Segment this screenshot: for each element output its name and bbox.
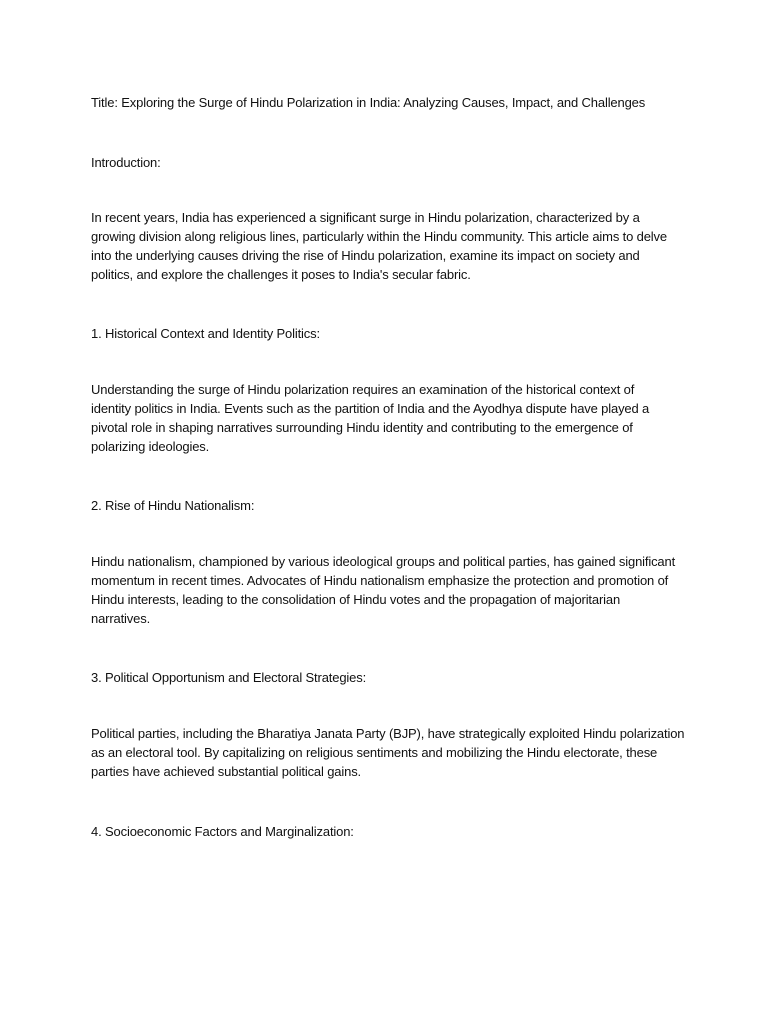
- paragraph-line: parties have achieved substantial political gains.: [91, 764, 362, 779]
- paragraph-line: Political parties, including the Bharatiya Janata Party (BJP), have strategically exploited Hindu polarization: [91, 726, 685, 741]
- paragraph-line: politics, and explore the challenges it poses to India's secular fabric.: [91, 267, 471, 282]
- paragraph-line: momentum in recent times. Advocates of Hindu nationalism emphasize the protection and promotion of: [91, 573, 669, 588]
- introduction-heading: Introduction:: [91, 155, 161, 170]
- document-title: Title: Exploring the Surge of Hindu Polarization in India: Analyzing Causes, Impact, and Challenges: [91, 95, 646, 110]
- paragraph-line: In recent years, India has experienced a significant surge in Hindu polarization, characterized by a: [91, 210, 640, 225]
- section-paragraph-1: [91, 380, 691, 456]
- section-heading-3: 3. Political Opportunism and Electoral Strategies:: [91, 670, 367, 685]
- paragraph-line: narratives.: [91, 611, 151, 626]
- section-paragraph-3: [91, 724, 691, 781]
- paragraph-line: Understanding the surge of Hindu polarization requires an examination of the historical context of: [91, 382, 635, 397]
- paragraph-line: Hindu nationalism, championed by various ideological groups and political parties, has gained significant: [91, 554, 676, 569]
- paragraph-line: into the underlying causes driving the rise of Hindu polarization, examine its impact on society and: [91, 248, 640, 263]
- paragraph-line: identity politics in India. Events such as the partition of India and the Ayodhya dispute have played a: [91, 401, 650, 416]
- paragraph-line: as an electoral tool. By capitalizing on religious sentiments and mobilizing the Hindu electorate, these: [91, 745, 658, 760]
- paragraph-line: Hindu interests, leading to the consolidation of Hindu votes and the propagation of majoritarian: [91, 592, 621, 607]
- introduction-paragraph: [91, 208, 691, 284]
- section-heading-4: 4. Socioeconomic Factors and Marginalization:: [91, 824, 354, 839]
- paragraph-line: polarizing ideologies.: [91, 439, 210, 454]
- section-paragraph-2: [91, 552, 691, 628]
- section-heading-1: 1. Historical Context and Identity Politics:: [91, 326, 320, 341]
- paragraph-line: growing division along religious lines, particularly within the Hindu community. This article aims to delve: [91, 229, 667, 244]
- section-heading-2: 2. Rise of Hindu Nationalism:: [91, 498, 255, 513]
- paragraph-line: pivotal role in shaping narratives surrounding Hindu identity and contributing to the emergence of: [91, 420, 633, 435]
